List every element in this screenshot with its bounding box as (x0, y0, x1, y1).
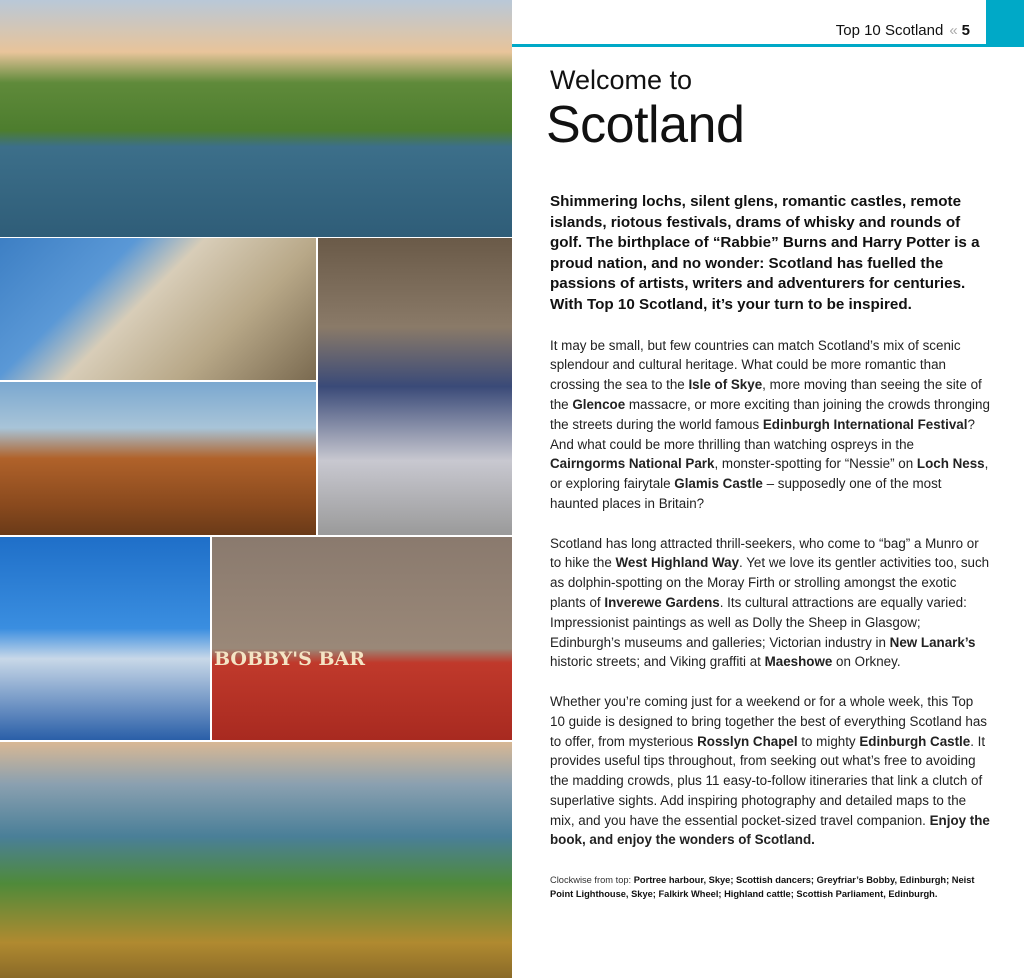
highlight-term: Glencoe (572, 396, 626, 412)
photo-greyfriars-bobby (212, 537, 512, 740)
photo-neist-point (0, 742, 512, 978)
highlight-term: Inverewe Gardens (604, 594, 720, 610)
photo-highland-cattle (0, 382, 316, 535)
running-header (836, 22, 970, 39)
body-paragraph (550, 534, 990, 673)
highlight-term: Maeshowe (764, 654, 833, 670)
photo-falkirk-wheel (0, 537, 210, 740)
photo-portree-harbour (0, 0, 512, 237)
body-paragraph (550, 692, 990, 850)
highlight-term: Glamis Castle (674, 476, 763, 492)
body-paragraph (550, 336, 990, 514)
highlight-term: Rosslyn Chapel (697, 733, 798, 749)
running-title: Top 10 Scotland (835, 22, 944, 39)
text-run: – supposedly one of the most haunted places in Britain? (550, 476, 942, 511)
text-run: massacre, or more exciting than joining the crowds thronging the streets during the world famous (550, 396, 990, 432)
text-run: to mighty (797, 733, 860, 749)
text-run: . It provides useful tips throughout, from seeking out what’s free to avoiding the madding crowds, plus 11 easy-to-follow itineraries that link a clutch of superlative sights. Add inspiring photography and detailed maps to the mix, and you have the essential pocket-sized travel companion. (550, 733, 986, 828)
text-run: , more moving than seeing the site of the (550, 377, 982, 412)
chevron-left-icon: « (949, 22, 958, 39)
header-rule (512, 44, 1024, 47)
body-text (550, 336, 990, 871)
text-run: historic streets; and Viking graffiti at (550, 654, 765, 670)
text-run: ? And what could be more thrilling than watching ospreys in the (550, 416, 975, 452)
text-run: , monster-spotting for “Nessie” on (714, 456, 917, 472)
photo-scottish-parliament (0, 238, 316, 380)
text-run: It may be small, but few countries can match Scotland’s mix of scenic splendour and cultural heritage. What could be more romantic than crossing the sea to the (550, 337, 961, 393)
intro-paragraph: Shimmering lochs, silent glens, romantic castles, remote islands, riotous festivals, drams of whisky and rounds of golf. The birthplace of “Rabbie” Burns and Harry Potter is a proud nation, and no wonder: Scotland has fuelled the passions of artists, writers and adventurers for centuries. With Top 10 Scotland, it’s your turn to be inspired. (550, 193, 980, 313)
title-pre: Welcome to (550, 65, 693, 95)
highlight-term: Isle of Skye (688, 377, 763, 393)
photo-caption (550, 874, 990, 901)
page-number: 5 (961, 22, 970, 39)
highlight-term: Cairngorms National Park (550, 456, 715, 472)
text-run: . Yet we love its gentler activities too, such as dolphin-spotting on the Moray Firth or strolling amongst the exotic plants of (550, 555, 990, 610)
highlight-term: Edinburgh Castle (859, 733, 971, 749)
highlight-term: West Highland Way (615, 555, 740, 571)
caption-text: Portree harbour, Skye; Scottish dancers; Greyfriar’s Bobby, Edinburgh; Neist Point Lighthouse, Skye; Falkirk Wheel; Highland cattle; Scottish Parliament, Edinburgh. (550, 875, 975, 899)
page-title: Scotland (546, 96, 745, 154)
text-run: on Orkney. (832, 654, 901, 670)
highlight-term: Loch Ness (916, 456, 985, 472)
photo-scottish-dancers (318, 238, 512, 535)
caption-lead: Clockwise from top: (550, 875, 634, 886)
highlight-term: Edinburgh International Festival (762, 416, 968, 432)
text-run: , or exploring fairytale (550, 456, 989, 492)
text-column (550, 192, 990, 901)
bobbys-bar-sign: BOBBY'S BAR (214, 648, 366, 670)
page-tab-accent (986, 0, 1024, 45)
text-run: Whether you’re coming just for a weekend or for a whole week, this Top 10 guide is designed to bring together the best of everything Scotland has to offer, from mysterious (550, 693, 987, 749)
highlight-term: Enjoy the book, and enjoy the wonders of Scotland. (550, 812, 990, 848)
highlight-term: New Lanark’s (889, 634, 976, 650)
text-run: . Its cultural attractions are equally varied: Impressionist paintings as well as Dolly the Sheep in Glasgow; Edinburgh’s museums and galleries; Victorian industry in (550, 594, 967, 650)
text-run: Scotland has long attracted thrill-seekers, who come to “bag” a Munro or to hike the (550, 535, 979, 571)
